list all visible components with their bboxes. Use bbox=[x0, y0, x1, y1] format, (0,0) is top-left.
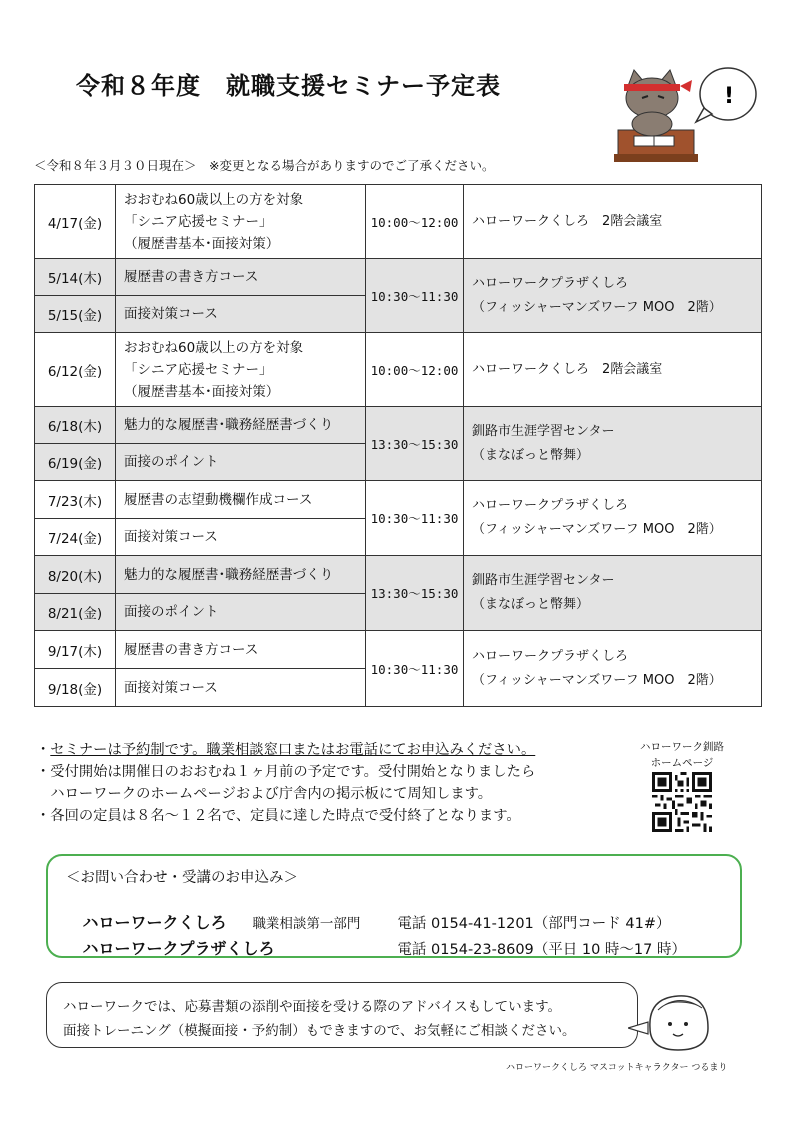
table-row bbox=[35, 259, 762, 296]
speech-line: 面接トレーニング（模擬面接・予約制）もできますので、お気軽にご相談ください。 bbox=[63, 1023, 576, 1039]
venue-cell bbox=[464, 185, 762, 259]
venue-cell bbox=[464, 481, 762, 556]
time-cell: 10:00～12:00 bbox=[366, 333, 464, 407]
course-cell bbox=[116, 259, 366, 296]
mascot-caption: ハローワークくしろ マスコットキャラクター つるまり bbox=[506, 1063, 728, 1073]
date-cell: 7/23(木) bbox=[35, 481, 116, 519]
course-line: 面接対策コース bbox=[124, 306, 218, 322]
date-cell: 6/19(金) bbox=[35, 444, 116, 481]
course-line: 履歴書の書き方コース bbox=[124, 269, 259, 285]
venue-line: （フィッシャーマンズワーフ MOO 2階） bbox=[472, 299, 722, 315]
qr-code-icon[interactable] bbox=[652, 772, 712, 832]
contact-header: ＜お問い合わせ・受講のお申込み＞ bbox=[66, 870, 298, 886]
course-cell bbox=[116, 631, 366, 669]
table-row bbox=[35, 556, 762, 594]
course-cell bbox=[116, 444, 366, 481]
course-line: 魅力的な履歴書･職務経歴書づくり bbox=[124, 566, 334, 583]
course-line: 履歴書の書き方コース bbox=[124, 641, 259, 658]
phone-number[interactable]: 電話 0154-41-1201（部門コード 41#） bbox=[397, 916, 671, 932]
notes-list bbox=[36, 739, 535, 827]
course-cell bbox=[116, 594, 366, 631]
course-cell bbox=[116, 669, 366, 707]
date-cell: 6/18(木) bbox=[35, 407, 116, 444]
seminar-schedule-table bbox=[34, 184, 762, 707]
course-cell bbox=[116, 481, 366, 519]
venue-cell bbox=[464, 259, 762, 333]
course-line: 「シニア応援セミナー」 bbox=[124, 361, 273, 378]
qr-label-line: ホームページ bbox=[650, 757, 714, 769]
note-item bbox=[36, 739, 535, 761]
venue-line: ハローワークくしろ 2階会議室 bbox=[472, 213, 663, 229]
time-cell: 13:30～15:30 bbox=[366, 556, 464, 631]
venue-line: ハローワークプラザくしろ bbox=[472, 275, 629, 291]
speech-line: ハローワークでは、応募書類の添削や面接を受ける際のアドバイスもしています。 bbox=[63, 999, 562, 1015]
time-cell: 10:30～11:30 bbox=[366, 481, 464, 556]
course-cell bbox=[116, 556, 366, 594]
date-cell: 9/18(金) bbox=[35, 669, 116, 707]
note-reservation: セミナーは予約制です。職業相談窓口またはお電話にてお申込みください。 bbox=[50, 742, 536, 758]
table-row bbox=[35, 481, 762, 519]
exclamation-mark: ! bbox=[724, 84, 735, 109]
course-cell bbox=[116, 407, 366, 444]
date-cell: 8/20(木) bbox=[35, 556, 116, 594]
venue-line: ハローワークプラザくしろ bbox=[472, 648, 629, 664]
date-cell: 5/15(金) bbox=[35, 296, 116, 333]
note-item: ・各回の定員は８名～１２名で、定員に達した時点で受付終了となります。 bbox=[36, 808, 521, 824]
venue-cell bbox=[464, 556, 762, 631]
course-line: 魅力的な履歴書･職務経歴書づくり bbox=[124, 417, 334, 433]
venue-line: （フィッシャーマンズワーフ MOO 2階） bbox=[472, 522, 722, 537]
as-of-date-note: ＜令和８年３月３０日現在＞ ※変更となる場合がありますのでご了承ください。 bbox=[34, 158, 495, 173]
venue-line: （フィッシャーマンズワーフ MOO 2階） bbox=[472, 672, 722, 688]
venue-line: （まなぼっと幣舞） bbox=[472, 597, 590, 612]
venue-cell bbox=[464, 407, 762, 481]
course-line: 面接のポイント bbox=[124, 604, 219, 620]
course-line: （履歴書基本･面接対策） bbox=[124, 383, 280, 400]
note-item: ハローワークのホームページおよび庁舎内の掲示板にて周知します。 bbox=[36, 786, 493, 802]
date-cell: 4/17(金) bbox=[35, 185, 116, 259]
venue-line: ハローワークプラザくしろ bbox=[472, 498, 629, 513]
course-line: 「シニア応援セミナー」 bbox=[124, 213, 273, 230]
venue-line: （まなぼっと幣舞） bbox=[472, 447, 590, 463]
org-name: ハローワークプラザくしろ bbox=[82, 939, 275, 958]
org-name: ハローワークくしろ bbox=[82, 913, 227, 932]
time-cell: 10:30～11:30 bbox=[366, 259, 464, 333]
course-cell bbox=[116, 333, 366, 407]
venue-line: 釧路市生涯学習センター bbox=[472, 423, 615, 439]
date-cell: 8/21(金) bbox=[35, 594, 116, 631]
venue-cell bbox=[464, 333, 762, 407]
course-cell bbox=[116, 519, 366, 556]
bullet: ・ bbox=[36, 742, 51, 758]
time-cell: 13:30～15:30 bbox=[366, 407, 464, 481]
course-line: おおむね60歳以上の方を対象 bbox=[124, 339, 304, 356]
time-cell: 10:00～12:00 bbox=[366, 185, 464, 259]
page-title: 令和８年度 就職支援セミナー予定表 bbox=[76, 72, 501, 100]
note-item: ・受付開始は開催日のおおむね１ヶ月前の予定です。受付開始となりましたら bbox=[36, 764, 536, 780]
table-row bbox=[35, 333, 762, 407]
course-cell bbox=[116, 296, 366, 333]
mascot-tsurumari-illustration bbox=[628, 988, 748, 1058]
venue-line: 釧路市生涯学習センター bbox=[472, 573, 615, 588]
time-cell: 10:30～11:30 bbox=[366, 631, 464, 707]
course-line: 履歴書の志望動機欄作成コース bbox=[124, 491, 313, 508]
advice-speech-bubble bbox=[46, 982, 638, 1048]
cat-studying-illustration bbox=[600, 58, 760, 168]
venue-cell bbox=[464, 631, 762, 707]
qr-label-line: ハローワーク釧路 bbox=[640, 741, 724, 753]
date-cell: 5/14(木) bbox=[35, 259, 116, 296]
table-row bbox=[35, 631, 762, 669]
table-row bbox=[35, 185, 762, 259]
date-cell: 7/24(金) bbox=[35, 519, 116, 556]
course-cell bbox=[116, 185, 366, 259]
course-line: 面接のポイント bbox=[124, 454, 219, 470]
date-cell: 9/17(木) bbox=[35, 631, 116, 669]
table-row bbox=[35, 407, 762, 444]
course-line: 面接対策コース bbox=[124, 679, 218, 696]
contact-box bbox=[46, 854, 742, 958]
date-cell: 6/12(金) bbox=[35, 333, 116, 407]
contact-row bbox=[64, 920, 686, 975]
department: 職業相談第一部門 bbox=[252, 916, 361, 932]
venue-line: ハローワークくしろ 2階会議室 bbox=[472, 361, 663, 377]
qr-label bbox=[632, 739, 732, 771]
course-line: （履歴書基本･面接対策） bbox=[124, 235, 280, 252]
course-line: 面接対策コース bbox=[124, 529, 218, 545]
course-line: おおむね60歳以上の方を対象 bbox=[124, 191, 304, 208]
phone-number[interactable]: 電話 0154-23-8609（平日 10 時～17 時） bbox=[397, 942, 686, 958]
